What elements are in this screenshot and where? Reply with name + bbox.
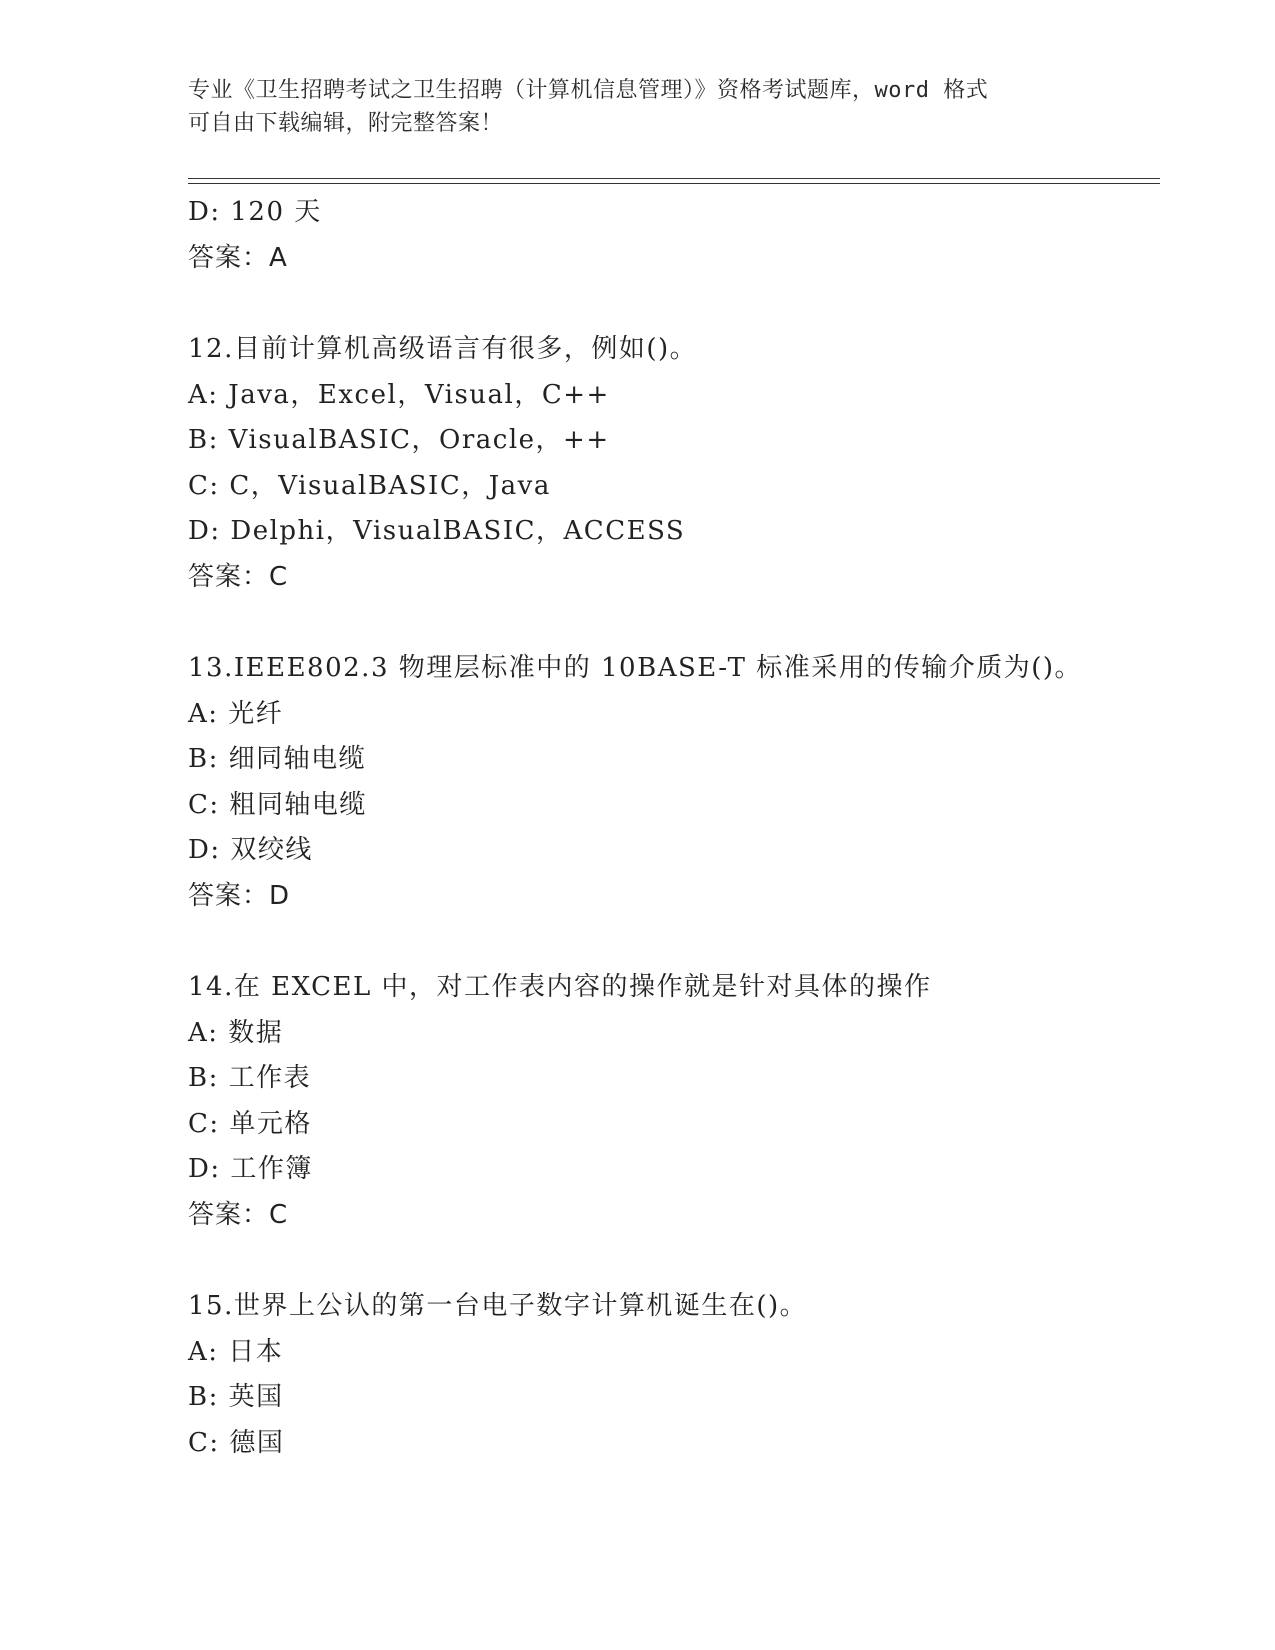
spacer <box>188 281 1168 327</box>
question-13 <box>188 646 1168 919</box>
option-d: D: 120 天 <box>188 197 322 227</box>
question-fragment <box>188 190 1168 281</box>
answer-line: 答案：D <box>188 880 291 911</box>
option-d: D: 工作簿 <box>188 1154 313 1184</box>
spacer <box>188 1238 1168 1284</box>
question-list <box>188 190 1168 1466</box>
option-c: C: 单元格 <box>188 1108 312 1139</box>
question-12 <box>188 327 1168 600</box>
question-14 <box>188 965 1168 1238</box>
option-a: A: Java，Excel，Visual，C++ <box>188 379 610 410</box>
option-c: C: 粗同轴电缆 <box>188 789 367 820</box>
option-b: B: 细同轴电缆 <box>188 744 367 774</box>
header-divider-bottom <box>188 183 1160 184</box>
header-line-2: 可自由下载编辑，附完整答案！ <box>188 111 504 136</box>
document-header <box>188 74 1088 140</box>
option-a: A: 数据 <box>188 1017 284 1048</box>
option-d: D: Delphi，VisualBASIC，ACCESS <box>188 516 686 546</box>
option-a: A: 光纤 <box>188 698 284 729</box>
option-b: B: 英国 <box>188 1382 284 1412</box>
answer-line: 答案：C <box>188 561 289 592</box>
option-a: A: 日本 <box>188 1336 284 1367</box>
question-stem: 15.世界上公认的第一台电子数字计算机诞生在()。 <box>188 1291 808 1321</box>
answer-line: 答案：A <box>188 242 288 273</box>
spacer <box>188 600 1168 646</box>
option-b: B: 工作表 <box>188 1063 312 1093</box>
question-15 <box>188 1284 1168 1466</box>
question-stem: 13.IEEE802.3 物理层标准中的 10BASE-T 标准采用的传输介质为()。 <box>188 653 1083 683</box>
header-divider-top <box>188 178 1160 179</box>
question-stem: 14.在 EXCEL 中，对工作表内容的操作就是针对具体的操作 <box>188 972 932 1002</box>
option-c: C: C，VisualBASIC，Java <box>188 470 551 501</box>
option-c: C: 德国 <box>188 1427 285 1458</box>
option-d: D: 双绞线 <box>188 835 313 865</box>
spacer <box>188 919 1168 965</box>
question-stem: 12.目前计算机高级语言有很多，例如()。 <box>188 334 698 364</box>
header-line-1: 专业《卫生招聘考试之卫生招聘（计算机信息管理）》资格考试题库，word 格式 <box>188 78 989 103</box>
answer-line: 答案：C <box>188 1199 289 1230</box>
option-b: B: VisualBASIC，Oracle，++ <box>188 425 610 455</box>
